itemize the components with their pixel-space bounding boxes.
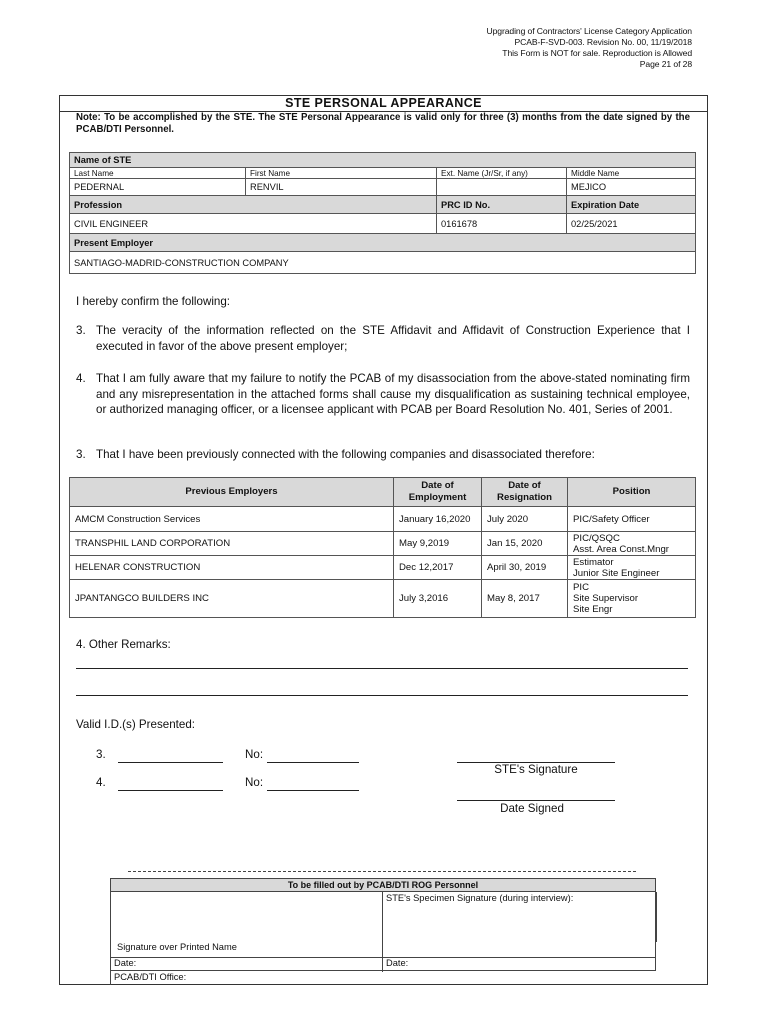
employment-date-cell: January 16,2020 — [394, 507, 482, 532]
position-cell: Estimator Junior Site Engineer — [568, 556, 696, 580]
remarks-line-2[interactable] — [76, 695, 688, 696]
id-2-number-field[interactable] — [267, 790, 359, 791]
employer-label: Present Employer — [70, 234, 696, 252]
specimen-signature-label: STE's Specimen Signature (during interview): — [386, 893, 574, 903]
id-1-type-field[interactable] — [118, 762, 223, 763]
ext-name-field[interactable] — [437, 179, 567, 196]
employment-date-cell: Dec 12,2017 — [394, 556, 482, 580]
middle-name-field[interactable]: MEJICO — [567, 179, 696, 196]
id-1-number-field[interactable] — [267, 762, 359, 763]
first-name-label: First Name — [246, 168, 437, 179]
employer-name-cell: HELENAR CONSTRUCTION — [70, 556, 394, 580]
table-row — [70, 532, 696, 556]
confirm-item-previous — [76, 447, 690, 463]
ext-name-label: Ext. Name (Jr/Sr, if any) — [437, 168, 567, 179]
date-signed-line[interactable] — [457, 800, 615, 801]
id-2-type-field[interactable] — [118, 790, 223, 791]
date-signed-caption: Date Signed — [500, 802, 564, 815]
cut-line — [128, 871, 636, 872]
item-text: That I have been previously connected with the following companies and disassociated therefore: — [96, 448, 595, 461]
ste-info-table — [69, 152, 696, 274]
position-cell: PIC Site Supervisor Site Engr — [568, 580, 696, 618]
date-row — [110, 957, 656, 971]
prc-id-label: PRC ID No. — [437, 196, 567, 214]
item-number: 4. — [76, 372, 86, 385]
column-edge — [654, 892, 657, 942]
header-page-number: Page 21 of 28 — [639, 59, 692, 69]
table-row — [70, 556, 696, 580]
date-left-label[interactable]: Date: — [114, 958, 137, 968]
id-row-number: 4. — [96, 776, 106, 789]
valid-ids-label: Valid I.D.(s) Presented: — [76, 718, 195, 731]
resignation-date-cell: April 30, 2019 — [482, 556, 568, 580]
confirm-item-veracity — [76, 323, 690, 354]
expiration-field[interactable]: 02/25/2021 — [567, 214, 696, 234]
ste-signature-caption: STE's Signature — [494, 763, 578, 776]
column-header-employment: Date of Employment — [394, 478, 482, 507]
table-row — [70, 580, 696, 618]
header-revision: PCAB-F-SVD-003. Revision No. 00, 11/19/2018 — [514, 37, 692, 47]
employer-name-cell: AMCM Construction Services — [70, 507, 394, 532]
form-title: STE PERSONAL APPEARANCE — [285, 96, 482, 110]
confirm-item-awareness — [76, 371, 690, 418]
ste-section-label: Name of STE — [70, 153, 696, 168]
pcab-section-title: To be filled out by PCAB/DTI ROG Personnel — [110, 878, 656, 892]
column-header-position: Position — [568, 478, 696, 507]
resignation-date-cell: Jan 15, 2020 — [482, 532, 568, 556]
other-remarks-label: 4. Other Remarks: — [76, 638, 171, 651]
item-text: That I am fully aware that my failure to notify the PCAB of my disassociation from the above-stated nominating firm and any misrepresentation in the attached forms shall cause my disqualification as sustaining technical employee, or authorized managing officer, or a licensee applicant with PCAB per Board Resolution No. 401, Series of 2001. — [96, 372, 690, 417]
table-header-row — [70, 478, 696, 507]
employer-field[interactable]: SANTIAGO-MADRID-CONSTRUCTION COMPANY — [70, 252, 696, 274]
document-header — [487, 26, 692, 70]
resignation-date-cell: July 2020 — [482, 507, 568, 532]
employment-date-cell: July 3,2016 — [394, 580, 482, 618]
table-row — [70, 507, 696, 532]
header-notice: This Form is NOT for sale. Reproduction is Allowed — [502, 48, 692, 58]
column-header-resignation: Date of Resignation — [482, 478, 568, 507]
profession-field[interactable]: CIVIL ENGINEER — [70, 214, 437, 234]
printed-name-label: Signature over Printed Name — [117, 942, 237, 952]
employment-date-cell: May 9,2019 — [394, 532, 482, 556]
resignation-date-cell: May 8, 2017 — [482, 580, 568, 618]
first-name-field[interactable]: RENVIL — [246, 179, 437, 196]
position-cell: PIC/QSQC Asst. Area Const.Mngr — [568, 532, 696, 556]
prc-id-field[interactable]: 0161678 — [437, 214, 567, 234]
pcab-office-label[interactable]: PCAB/DTI Office: — [114, 972, 187, 982]
header-form-title: Upgrading of Contractors' License Category Application — [486, 26, 692, 36]
employer-name-cell: TRANSPHIL LAND CORPORATION — [70, 532, 394, 556]
column-header-employer: Previous Employers — [70, 478, 394, 507]
last-name-label: Last Name — [70, 168, 246, 179]
last-name-field[interactable]: PEDERNAL — [70, 179, 246, 196]
middle-name-label: Middle Name — [567, 168, 696, 179]
item-text: The veracity of the information reflected on the STE Affidavit and Affidavit of Construction Experience that I executed in favor of the above present employer; — [96, 324, 690, 353]
item-number: 3. — [76, 448, 86, 461]
expiration-label: Expiration Date — [567, 196, 696, 214]
profession-label: Profession — [70, 196, 437, 214]
position-cell: PIC/Safety Officer — [568, 507, 696, 532]
previous-employers-table — [69, 477, 696, 618]
pcab-personnel-section — [110, 878, 656, 985]
remarks-line-1[interactable] — [76, 668, 688, 669]
id-no-label: No: — [245, 776, 264, 789]
employer-name-cell: JPANTANGCO BUILDERS INC — [70, 580, 394, 618]
form-note: Note: To be accomplished by the STE. The STE Personal Appearance is valid only for three (3) months from the date signed by the PCAB/DTI Personnel. — [76, 112, 690, 135]
date-right-label[interactable]: Date: — [386, 958, 409, 968]
office-row — [110, 971, 656, 985]
confirm-statement: I hereby confirm the following: — [76, 295, 231, 308]
id-row-number: 3. — [96, 748, 106, 761]
id-no-label: No: — [245, 748, 264, 761]
item-number: 3. — [76, 324, 86, 337]
